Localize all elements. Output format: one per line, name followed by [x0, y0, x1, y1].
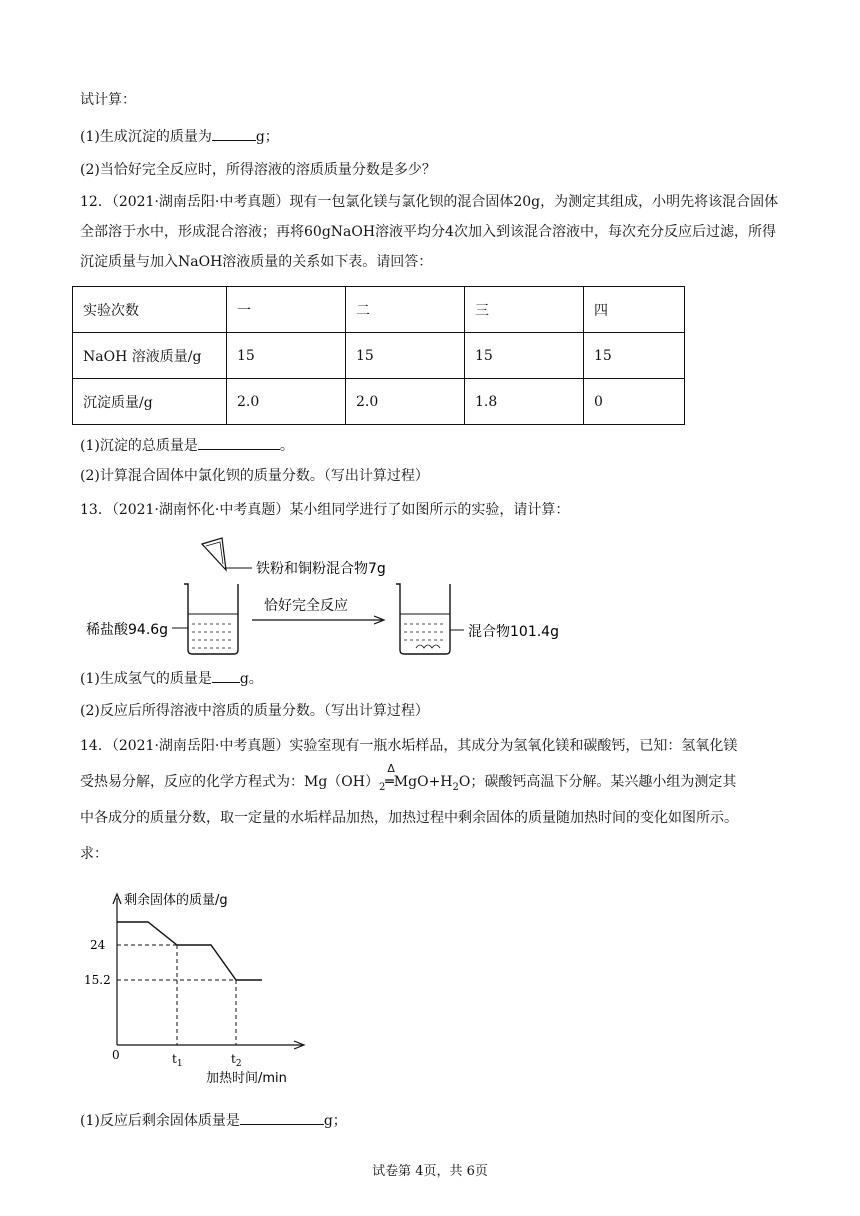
q11-part1-unit: g；: [255, 129, 279, 145]
q12-part1-text: (1)沉淀的总质量是: [80, 438, 198, 454]
q13-part1-text: (1)生成氢气的质量是: [80, 671, 212, 687]
answer-blank[interactable]: [198, 435, 280, 450]
y-tick-label: 15.2: [84, 973, 111, 987]
table-cell: 2.0: [346, 379, 465, 425]
table-cell: 2.0: [227, 379, 346, 425]
table-cell: 15: [584, 333, 685, 379]
x-axis-label: 加热时间/min: [206, 1071, 287, 1086]
delta-symbol: Δ: [387, 762, 395, 775]
table-cell: 15: [227, 333, 346, 379]
y-axis-label: 剩余固体的质量/g: [124, 893, 228, 908]
q14-sub: 2: [378, 781, 386, 793]
q14-heat-sign: Δ ═: [385, 772, 393, 792]
q14-line2: [80, 762, 737, 798]
q11-intro: 试计算：: [80, 92, 136, 108]
beaker-left-icon: [172, 584, 238, 654]
mass-time-chart: [80, 880, 340, 1090]
table-row: [73, 333, 685, 379]
q14-line1: 14．（2021·湖南岳阳·中考真题）实验室现有一瓶水垢样品，其成分为氢氧化镁和碳酸钙，已知：氢氧化镁: [80, 738, 738, 754]
table-cell: 二: [346, 287, 465, 333]
table-cell: 沉淀质量/g: [73, 379, 227, 425]
q14-part1-unit: g；: [323, 1113, 347, 1129]
table-cell: NaOH 溶液质量/g: [73, 333, 227, 379]
table-cell: 实验次数: [73, 287, 227, 333]
origin-label: 0: [112, 1048, 120, 1062]
powder-label: 铁粉和铜粉混合物7g: [256, 561, 386, 577]
x-tick-label: $t_2$: [231, 1052, 242, 1069]
mixture-label: 混合物101.4g: [468, 624, 559, 640]
mass-curve: [117, 922, 262, 980]
experiment-figure: [80, 530, 600, 665]
q14-sub: 2: [452, 781, 459, 793]
answer-blank[interactable]: [240, 1110, 324, 1125]
q14-line3: 中各成分的质量分数，取一定量的水垢样品加热，加热过程中剩余固体的质量随加热时间的变化如图所示。: [80, 810, 738, 826]
q13-part2: (2)反应后所得溶液中溶质的质量分数。（写出计算过程）: [80, 703, 429, 719]
acid-label: 稀盐酸94.6g: [86, 622, 169, 638]
table-cell: 一: [227, 287, 346, 333]
experiment-table: [72, 286, 685, 425]
y-tick-label: 24: [90, 938, 106, 952]
table-row: [73, 379, 685, 425]
q12-part2: (2)计算混合固体中氯化钡的质量分数。（写出计算过程）: [80, 468, 429, 484]
table-cell: 15: [465, 333, 584, 379]
q12-part1: [80, 435, 294, 456]
beaker-right-icon: [396, 584, 464, 654]
table-cell: 四: [584, 287, 685, 333]
x-tick-label: $t_1$: [172, 1052, 183, 1069]
q14-part1-text: (1)反应后剩余固体质量是: [80, 1113, 240, 1129]
q13-part1: [80, 668, 263, 689]
q14-line4: 求：: [80, 846, 108, 862]
q11-part1: [80, 126, 279, 147]
arrow-icon: [252, 616, 384, 624]
q12-part1-end: 。: [279, 438, 294, 454]
table-row: [73, 287, 685, 333]
q14-text: 受热易分解，反应的化学方程式为：Mg（OH）: [80, 774, 379, 790]
table-cell: 15: [346, 333, 465, 379]
q11-part2: (2)当恰好完全反应时，所得溶液的溶质质量分数是多少？: [80, 162, 436, 178]
table-cell: 1.8: [465, 379, 584, 425]
page-footer: 试卷第 4页，共 6页: [372, 1164, 488, 1179]
q13-stem: 13．（2021·湖南怀化·中考真题）某小组同学进行了如图所示的实验，请计算：: [80, 502, 570, 518]
q14-text: O；碳酸钙高温下分解。某兴趣小组为测定其: [458, 774, 737, 790]
q14-text: MgO+H: [393, 774, 453, 790]
powder-paper-icon: [202, 538, 252, 570]
q12-stem: 12．（2021·湖南岳阳·中考真题）现有一包氯化镁与氯化钡的混合固体20g，为测定其组成，小明先将该混合固体全部溶于水中，形成混合溶液；再将60gNaOH溶液平均分4次加入到该混合溶液中，每次充分反应后过滤，所得沉淀质量与加入NaOH溶液质量的关系如下表。请回答：: [80, 194, 779, 270]
arrow-label: 恰好完全反应: [264, 598, 348, 614]
table-cell: 三: [465, 287, 584, 333]
answer-blank[interactable]: [212, 668, 240, 683]
answer-blank[interactable]: [212, 126, 256, 141]
q13-part1-unit: g。: [239, 671, 263, 687]
table-cell: 0: [584, 379, 685, 425]
q14-part1: [80, 1110, 347, 1131]
q11-part1-text: (1)生成沉淀的质量为: [80, 129, 212, 145]
